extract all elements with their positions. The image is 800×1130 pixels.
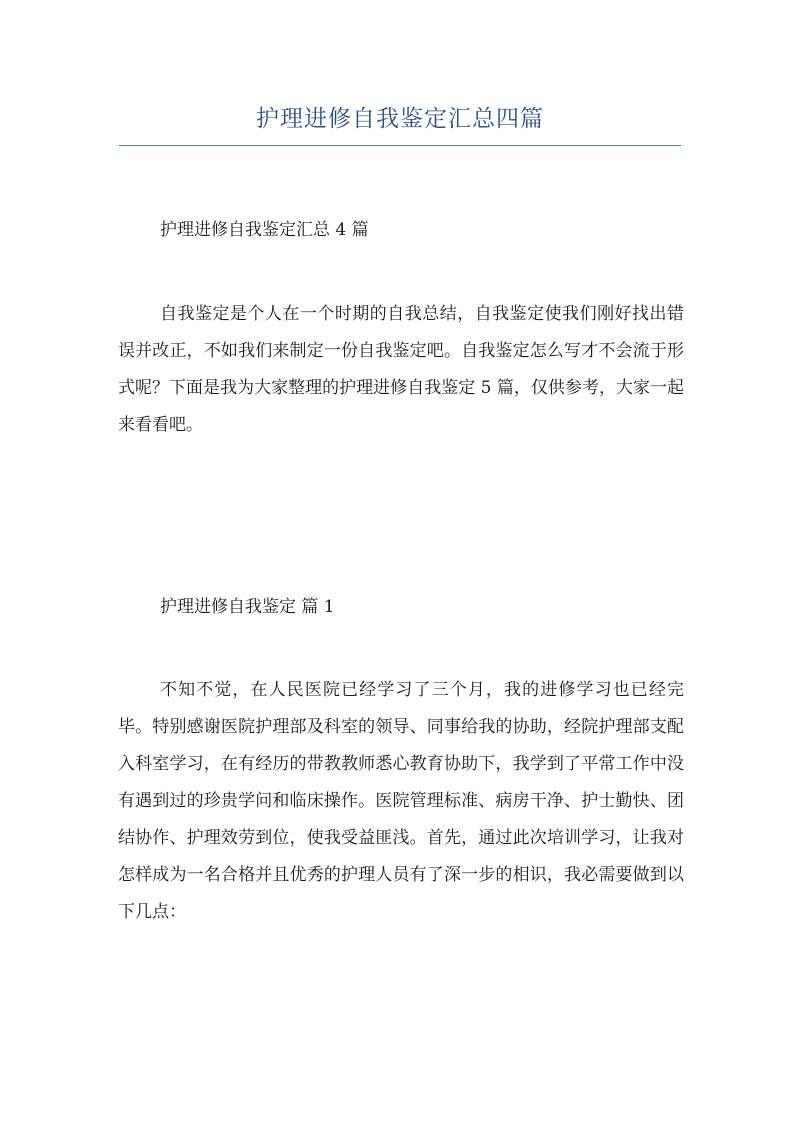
summary-heading: 护理进修自我鉴定汇总 4 篇 [160,220,369,240]
intro-paragraph: 自我鉴定是个人在一个时期的自我总结，自我鉴定使我们刚好找出错误并改正，不如我们来制定一份自我鉴定吧。自我鉴定怎么写才不会流于形式呢？下面是我为大家整理的护理进修自我鉴定 5 篇，仅供参考，大家一起来看看吧。 [118,304,684,435]
document-title: 护理进修自我鉴定汇总四篇 [256,106,544,132]
title-divider [119,145,681,146]
section-1-paragraph: 不知不觉，在人民医院已经学习了三个月，我的进修学习也已经完毕。特别感谢医院护理部及科室的领导、同事给我的协助，经院护理部支配入科室学习，在有经历的带教教师悉心教育协助下，我学到了平常工作中没有遇到过的珍贵学问和临床操作。医院管理标准、病房干净、护士勤快、团结协作、护理效劳到位，使我受益匪浅。首先，通过此次培训学习，让我对怎样成为一名合格并且优秀的护理人员有了深一步的相识，我必需要做到以下几点： [118,680,684,922]
section-1-heading: 护理进修自我鉴定 篇 1 [160,597,335,617]
